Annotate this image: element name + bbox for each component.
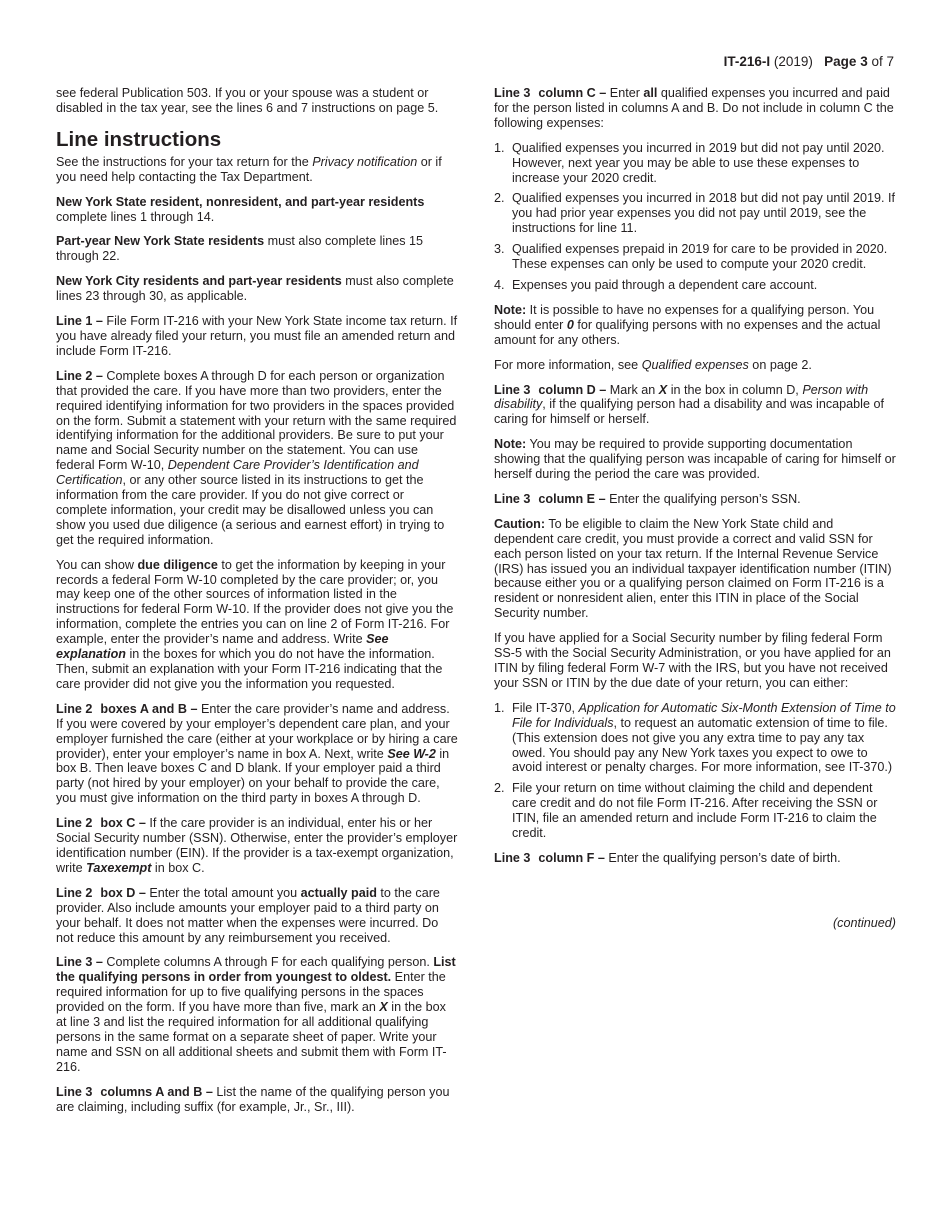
- line2-boxes-ab-paragraph: Line 2 boxes A and B – Enter the care provider’s name and address. If you were covered by your employer’s dependent care plan, and your employer furnished the care (either at your workplace or by hiring a care provider), enter your employer’s name in box A. Next, write See W-2 in box B. Then leave boxes C and D blank. If your employer paid a third party (not hired by your employer) on your behalf to provide the care, you must give information on the third party in boxes A through D.: [56, 701, 458, 806]
- nyc-paragraph: New York City residents and part-year residents must also complete lines 23 through 30, as applicable.: [56, 274, 454, 304]
- more-info-paragraph: For more information, see Qualified expenses on page 2.: [494, 357, 812, 372]
- form-year: (2019): [773, 54, 813, 69]
- privacy-paragraph: See the instructions for your tax return for the Privacy notification or if you need help contacting the Tax Department.: [56, 154, 442, 184]
- line2-box-d-paragraph: Line 2 box D – Enter the total amount you actually paid to the care provider. Also include amounts your employer paid to a third party on your behalf. It does not matter when the expenses were incurred. Do not reduce this amount by any reimbursement you received.: [56, 885, 440, 945]
- line2-box-c-paragraph: Line 2 box C – If the care provider is an individual, enter his or her Social Security number (SSN). Otherwise, enter the provider’s employer identification number (EIN). If the provider is a tax-exempt organization, write Taxexempt in box C.: [56, 816, 458, 875]
- list-item: 1. File IT-370, Application for Automatic Six-Month Extension of Time to File for Individuals, to request an automatic extension of time to file. (This extension does not give you any extra time to pay any tax owed. You should pay any New York taxes you expect to owe to avoid interest or penalty charges. For more information, see IT-370.): [494, 700, 896, 775]
- line2-paragraph: Line 2 – Complete boxes A through D for each person or organization that provided the care. If you have more than two providers, enter the required identifying information for two providers in the spaces provided on the form. Submit a statement with your return with the same required identifying information for the additional providers. Be sure to put your name and Social Security number on the statement. You can use federal Form W-10, Dependent Care Provider’s Identification and Certification, or any other source listed in its instructions to get the information from the care provider. If you do not give correct or complete information, your credit may be disallowed unless you can show you used due diligence (a serious and earnest effort) in trying to get the required information.: [56, 368, 457, 547]
- intro-paragraph: see federal Publication 503. If you or your spouse was a student or disabled in the tax year, see the lines 6 and 7 instructions on page 5.: [56, 86, 439, 115]
- line3-column-f-paragraph: Line 3 column F – Enter the qualifying person’s date of birth.: [494, 850, 841, 865]
- caution-paragraph: Caution: To be eligible to claim the New York State child and dependent care credit, you must provide a correct and valid SSN for each person listed on your tax return. If the Internal Revenue Service (IRS) has issued you an individual taxpayer identification number (ITIN) because either you or a qualifying person claimed on Form IT-216 is a resident or nonresident alien, enter this ITIN in place of the Social Security number.: [494, 516, 892, 621]
- left-column: [56, 86, 458, 1124]
- list-item: 3. Qualified expenses prepaid in 2019 for care to be provided in 2020. These expenses can only be used to compute your 2020 credit.: [494, 242, 888, 272]
- form-id: IT-216-I: [723, 54, 771, 69]
- page-number: Page 3: [824, 54, 868, 69]
- options-list: [494, 701, 896, 841]
- due-diligence-paragraph: You can show due diligence to get the information by keeping in your records a federal Form W-10 completed by the care provider; or, you may keep one of the other sources of information listed in the instructions for federal Form W-10. If the provider does not give you the information, complete the entries you can on line 2 of Form IT-216. For example, enter the provider’s name and address. Write See explanation in the boxes for which you do not have the information. Then, submit an explanation with your Form IT-216 indicating that the care provider did not give you the information you requested.: [56, 557, 454, 691]
- line3-column-d-paragraph: Line 3 column D – Mark an X in the box in column D, Person with disability, if the qualifying person had a disability and was incapable of caring for himself or herself.: [494, 382, 884, 427]
- section-heading: Line instructions: [56, 127, 222, 151]
- page-header: [724, 54, 894, 69]
- list-item: 2. File your return on time without claiming the child and dependent care credit and do not file Form IT-216. After receiving the SSN or ITIN, file an amended return and include Form IT-216 to claim the credit.: [494, 781, 878, 841]
- line1-paragraph: Line 1 – File Form IT-216 with your New York State income tax return. If you have already filed your return, you must file an amended return and include Form IT-216.: [56, 314, 458, 358]
- line3-columns-ab-paragraph: Line 3 columns A and B – List the name of the qualifying person you are claiming, including suffix (for example, Jr., Sr., III).: [56, 1084, 450, 1114]
- right-column: [494, 86, 896, 931]
- list-item: 2. Qualified expenses you incurred in 2018 but did not pay until 2019. If you had prior year expenses you did not pay until 2019, see the instructions for line 11.: [494, 191, 895, 236]
- note-documentation: Note: You may be required to provide supporting documentation showing that the qualifying person was incapable of caring for himself or herself during the period the care was provided.: [494, 437, 896, 482]
- part-year-paragraph: Part-year New York State residents must also complete lines 15 through 22.: [56, 234, 424, 264]
- list-item: 1. Qualified expenses you incurred in 2019 but did not pay until 2020. However, next year you may be able to use these expenses to increase your 2020 credit.: [494, 140, 885, 185]
- line3-column-c-paragraph: Line 3 column C – Enter all qualified expenses you incurred and paid for the person listed in columns A and B. Do not include in column C the following expenses:: [494, 86, 894, 130]
- excluded-expenses-list: [494, 141, 896, 293]
- line3-paragraph: Line 3 – Complete columns A through F for each qualifying person. List the qualifying persons in order from youngest to oldest. Enter the required information for up to five qualifying persons in the spaces provided on the form. If you have more than five, mark an X in the box at line 3 and list the required information for all additional qualifying persons in the same format on a separate sheet of paper. Write your name and SSN on all additional sheets and submit them with Form IT-216.: [56, 955, 456, 1074]
- continued-label: (continued): [832, 915, 896, 930]
- page-total: of 7: [871, 54, 894, 69]
- ny-residents-paragraph: New York State resident, nonresident, and part-year residents complete lines 1 through 14.: [56, 194, 425, 224]
- list-item: 4. Expenses you paid through a dependent care account.: [494, 277, 818, 292]
- note-no-expenses: Note: It is possible to have no expenses for a qualifying person. You should enter 0 for qualifying persons with no expenses and the actual amount for any others.: [494, 302, 881, 347]
- applied-ssn-paragraph: If you have applied for a Social Security number by filing federal Form SS-5 with the Social Security Administration, or you have applied for an ITIN by filing federal Form W-7 with the IRS, but you have not received your SSN or ITIN by the due date of your return, you can either:: [494, 631, 891, 690]
- line3-column-e-paragraph: Line 3 column E – Enter the qualifying person’s SSN.: [494, 491, 801, 506]
